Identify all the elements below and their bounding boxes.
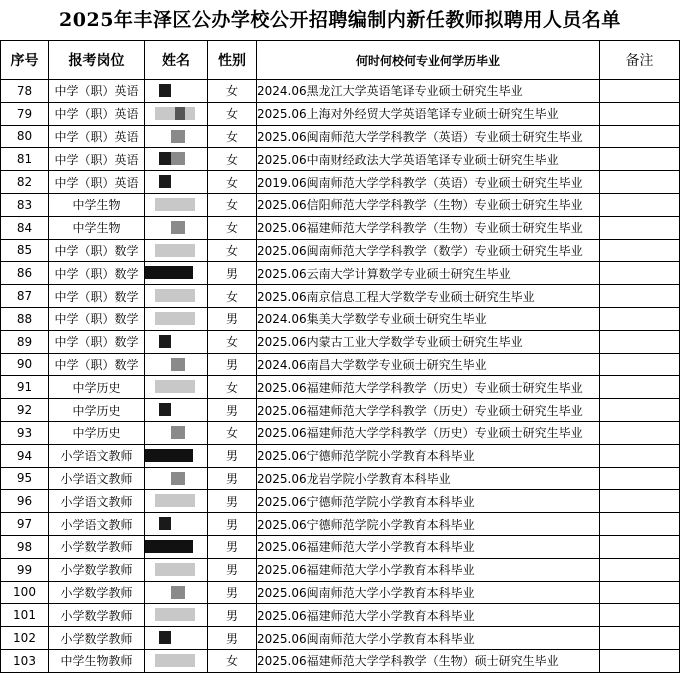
row-gender: 女	[208, 148, 257, 171]
row-gender: 女	[208, 125, 257, 148]
header-name: 姓名	[145, 41, 208, 80]
row-remark	[600, 262, 680, 285]
table-row	[1, 171, 680, 194]
row-post: 中学（职）英语	[49, 125, 145, 148]
row-number: 87	[1, 285, 49, 308]
table-row	[1, 581, 680, 604]
table-row	[1, 102, 680, 125]
row-number: 95	[1, 467, 49, 490]
row-gender: 女	[208, 285, 257, 308]
row-name-redacted	[145, 421, 208, 444]
table-row	[1, 513, 680, 536]
table-row	[1, 421, 680, 444]
table-row	[1, 558, 680, 581]
row-remark	[600, 513, 680, 536]
row-post: 中学生物	[49, 216, 145, 239]
row-post: 小学数学教师	[49, 535, 145, 558]
row-remark	[600, 148, 680, 171]
row-school: 2025.06闽南师范大学学科教学（数学）专业硕士研究生毕业	[257, 239, 600, 262]
row-gender: 男	[208, 513, 257, 536]
row-number: 80	[1, 125, 49, 148]
redaction-mosaic	[155, 654, 195, 667]
table-row	[1, 353, 680, 376]
row-gender: 女	[208, 193, 257, 216]
redaction-mosaic	[159, 152, 171, 165]
table-row	[1, 216, 680, 239]
redaction-mosaic	[159, 175, 171, 188]
row-number: 82	[1, 171, 49, 194]
row-gender: 男	[208, 558, 257, 581]
row-number: 103	[1, 649, 49, 672]
row-remark	[600, 307, 680, 330]
redaction-mosaic	[155, 289, 195, 302]
table-row	[1, 330, 680, 353]
table-row	[1, 239, 680, 262]
row-school: 2024.06南昌大学数学专业硕士研究生毕业	[257, 353, 600, 376]
row-post: 小学语文教师	[49, 490, 145, 513]
header-school: 何时何校何专业何学历毕业	[257, 41, 600, 80]
row-gender: 男	[208, 490, 257, 513]
redaction-mosaic	[145, 266, 193, 279]
row-post: 小学语文教师	[49, 513, 145, 536]
row-name-redacted	[145, 171, 208, 194]
header-gender: 性别	[208, 41, 257, 80]
row-school: 2025.06云南大学计算数学专业硕士研究生毕业	[257, 262, 600, 285]
row-post: 中学（职）数学	[49, 353, 145, 376]
row-school: 2025.06南京信息工程大学数学专业硕士研究生毕业	[257, 285, 600, 308]
row-school: 2025.06宁德师范学院小学教育本科毕业	[257, 490, 600, 513]
table-row	[1, 649, 680, 672]
row-number: 100	[1, 581, 49, 604]
row-remark	[600, 627, 680, 650]
row-school: 2025.06福建师范大学小学教育本科毕业	[257, 558, 600, 581]
row-name-redacted	[145, 262, 208, 285]
row-name-redacted	[145, 490, 208, 513]
row-gender: 男	[208, 262, 257, 285]
row-name-redacted	[145, 148, 208, 171]
row-school: 2024.06集美大学数学专业硕士研究生毕业	[257, 307, 600, 330]
row-school: 2025.06宁德师范学院小学教育本科毕业	[257, 444, 600, 467]
table-row	[1, 262, 680, 285]
table-row	[1, 285, 680, 308]
row-gender: 男	[208, 581, 257, 604]
row-school: 2025.06福建师范大学学科教学（生物）专业硕士研究生毕业	[257, 216, 600, 239]
redaction-mosaic	[171, 130, 185, 143]
row-remark	[600, 558, 680, 581]
row-gender: 男	[208, 399, 257, 422]
page-title: 2025年丰泽区公办学校公开招聘编制内新任教师拟聘用人员名单	[59, 9, 621, 31]
row-remark	[600, 421, 680, 444]
row-post: 小学语文教师	[49, 467, 145, 490]
redaction-mosaic	[159, 403, 171, 416]
row-number: 102	[1, 627, 49, 650]
row-remark	[600, 193, 680, 216]
row-post: 中学（职）数学	[49, 330, 145, 353]
table-row	[1, 444, 680, 467]
row-post: 中学（职）英语	[49, 102, 145, 125]
row-name-redacted	[145, 216, 208, 239]
row-number: 79	[1, 102, 49, 125]
row-name-redacted	[145, 330, 208, 353]
row-post: 中学历史	[49, 399, 145, 422]
row-number: 83	[1, 193, 49, 216]
table-row	[1, 125, 680, 148]
row-gender: 女	[208, 239, 257, 262]
row-post: 中学生物	[49, 193, 145, 216]
row-remark	[600, 490, 680, 513]
row-name-redacted	[145, 102, 208, 125]
row-number: 81	[1, 148, 49, 171]
row-school: 2025.06福建师范大学学科教学（历史）专业硕士研究生毕业	[257, 421, 600, 444]
row-number: 88	[1, 307, 49, 330]
table-row	[1, 490, 680, 513]
row-number: 94	[1, 444, 49, 467]
row-gender: 男	[208, 627, 257, 650]
row-post: 中学（职）数学	[49, 285, 145, 308]
row-name-redacted	[145, 444, 208, 467]
redaction-mosaic	[155, 198, 195, 211]
row-number: 96	[1, 490, 49, 513]
table-row	[1, 80, 680, 103]
table-row	[1, 307, 680, 330]
roster-table	[0, 40, 680, 673]
row-school: 2025.06闽南师范大学小学教育本科毕业	[257, 627, 600, 650]
row-name-redacted	[145, 649, 208, 672]
row-name-redacted	[145, 581, 208, 604]
redaction-mosaic	[171, 221, 185, 234]
row-name-redacted	[145, 353, 208, 376]
table-row	[1, 604, 680, 627]
row-number: 93	[1, 421, 49, 444]
row-school: 2025.06福建师范大学学科教学（历史）专业硕士研究生毕业	[257, 399, 600, 422]
row-number: 86	[1, 262, 49, 285]
redaction-mosaic	[171, 472, 185, 485]
row-number: 92	[1, 399, 49, 422]
table-header-row	[1, 41, 680, 80]
redaction-mosaic	[159, 631, 171, 644]
row-school: 2024.06黑龙江大学英语笔译专业硕士研究生毕业	[257, 80, 600, 103]
row-remark	[600, 216, 680, 239]
row-name-redacted	[145, 558, 208, 581]
row-post: 中学历史	[49, 421, 145, 444]
row-gender: 男	[208, 307, 257, 330]
row-school: 2025.06闽南师范大学学科教学（英语）专业硕士研究生毕业	[257, 125, 600, 148]
row-remark	[600, 239, 680, 262]
row-school: 2025.06上海对外经贸大学英语笔译专业硕士研究生毕业	[257, 102, 600, 125]
redaction-mosaic	[155, 608, 195, 621]
row-school: 2025.06龙岩学院小学教育本科毕业	[257, 467, 600, 490]
row-post: 小学数学教师	[49, 627, 145, 650]
header-no: 序号	[1, 41, 49, 80]
row-remark	[600, 581, 680, 604]
row-remark	[600, 285, 680, 308]
table-row	[1, 399, 680, 422]
row-gender: 女	[208, 649, 257, 672]
row-name-redacted	[145, 535, 208, 558]
row-name-redacted	[145, 125, 208, 148]
row-school: 2025.06福建师范大学小学教育本科毕业	[257, 535, 600, 558]
row-remark	[600, 604, 680, 627]
row-name-redacted	[145, 193, 208, 216]
table-row	[1, 376, 680, 399]
row-gender: 男	[208, 467, 257, 490]
row-post: 中学（职）英语	[49, 171, 145, 194]
row-school: 2019.06闽南师范大学学科教学（英语）专业硕士研究生毕业	[257, 171, 600, 194]
row-post: 中学（职）数学	[49, 239, 145, 262]
row-name-redacted	[145, 307, 208, 330]
row-gender: 女	[208, 330, 257, 353]
row-name-redacted	[145, 627, 208, 650]
row-number: 84	[1, 216, 49, 239]
row-number: 78	[1, 80, 49, 103]
row-gender: 女	[208, 80, 257, 103]
row-post: 小学语文教师	[49, 444, 145, 467]
header-remark: 备注	[600, 41, 680, 80]
roster-body	[1, 80, 680, 673]
row-name-redacted	[145, 513, 208, 536]
row-name-redacted	[145, 604, 208, 627]
row-number: 98	[1, 535, 49, 558]
row-school: 2025.06内蒙古工业大学数学专业硕士研究生毕业	[257, 330, 600, 353]
redaction-mosaic	[171, 358, 185, 371]
redaction-mosaic	[171, 586, 185, 599]
row-number: 90	[1, 353, 49, 376]
row-gender: 男	[208, 353, 257, 376]
row-remark	[600, 376, 680, 399]
row-post: 中学（职）数学	[49, 307, 145, 330]
row-post: 中学生物教师	[49, 649, 145, 672]
redaction-mosaic	[145, 449, 193, 462]
header-post: 报考岗位	[49, 41, 145, 80]
redaction-mosaic	[171, 152, 185, 165]
redaction-mosaic	[171, 426, 185, 439]
redaction-mosaic	[145, 540, 193, 553]
row-gender: 女	[208, 102, 257, 125]
redaction-mosaic	[155, 312, 195, 325]
redaction-mosaic	[159, 517, 171, 530]
row-gender: 女	[208, 421, 257, 444]
row-school: 2025.06福建师范大学学科教学（历史）专业硕士研究生毕业	[257, 376, 600, 399]
row-school: 2025.06中南财经政法大学英语笔译专业硕士研究生毕业	[257, 148, 600, 171]
row-remark	[600, 353, 680, 376]
row-gender: 女	[208, 376, 257, 399]
row-post: 中学（职）英语	[49, 80, 145, 103]
row-school: 2025.06闽南师范大学小学教育本科毕业	[257, 581, 600, 604]
row-remark	[600, 80, 680, 103]
redaction-mosaic	[159, 84, 171, 97]
row-name-redacted	[145, 285, 208, 308]
redaction-mosaic	[159, 335, 171, 348]
row-gender: 男	[208, 604, 257, 627]
row-number: 89	[1, 330, 49, 353]
table-row	[1, 148, 680, 171]
row-post: 中学历史	[49, 376, 145, 399]
row-remark	[600, 125, 680, 148]
row-name-redacted	[145, 467, 208, 490]
row-post: 小学数学教师	[49, 604, 145, 627]
row-gender: 女	[208, 216, 257, 239]
table-row	[1, 193, 680, 216]
redaction-mosaic	[155, 494, 195, 507]
row-number: 91	[1, 376, 49, 399]
row-number: 85	[1, 239, 49, 262]
row-name-redacted	[145, 80, 208, 103]
row-gender: 男	[208, 444, 257, 467]
row-name-redacted	[145, 399, 208, 422]
redaction-mosaic	[155, 244, 195, 257]
row-name-redacted	[145, 239, 208, 262]
row-remark	[600, 649, 680, 672]
row-post: 小学数学教师	[49, 558, 145, 581]
row-school: 2025.06宁德师范学院小学教育本科毕业	[257, 513, 600, 536]
row-remark	[600, 330, 680, 353]
row-name-redacted	[145, 376, 208, 399]
row-number: 97	[1, 513, 49, 536]
row-remark	[600, 102, 680, 125]
table-row	[1, 627, 680, 650]
row-remark	[600, 467, 680, 490]
row-remark	[600, 535, 680, 558]
row-post: 中学（职）数学	[49, 262, 145, 285]
row-school: 2025.06信阳师范大学学科教学（生物）专业硕士研究生毕业	[257, 193, 600, 216]
row-gender: 男	[208, 535, 257, 558]
row-post: 小学数学教师	[49, 581, 145, 604]
row-school: 2025.06福建师范大学学科教学（生物）硕士研究生毕业	[257, 649, 600, 672]
row-post: 中学（职）英语	[49, 148, 145, 171]
row-number: 99	[1, 558, 49, 581]
redaction-mosaic	[175, 107, 185, 120]
row-remark	[600, 171, 680, 194]
redaction-mosaic	[155, 380, 195, 393]
row-school: 2025.06福建师范大学小学教育本科毕业	[257, 604, 600, 627]
row-remark	[600, 444, 680, 467]
table-row	[1, 535, 680, 558]
row-remark	[600, 399, 680, 422]
table-row	[1, 467, 680, 490]
redaction-mosaic	[155, 563, 195, 576]
row-number: 101	[1, 604, 49, 627]
row-gender: 女	[208, 171, 257, 194]
